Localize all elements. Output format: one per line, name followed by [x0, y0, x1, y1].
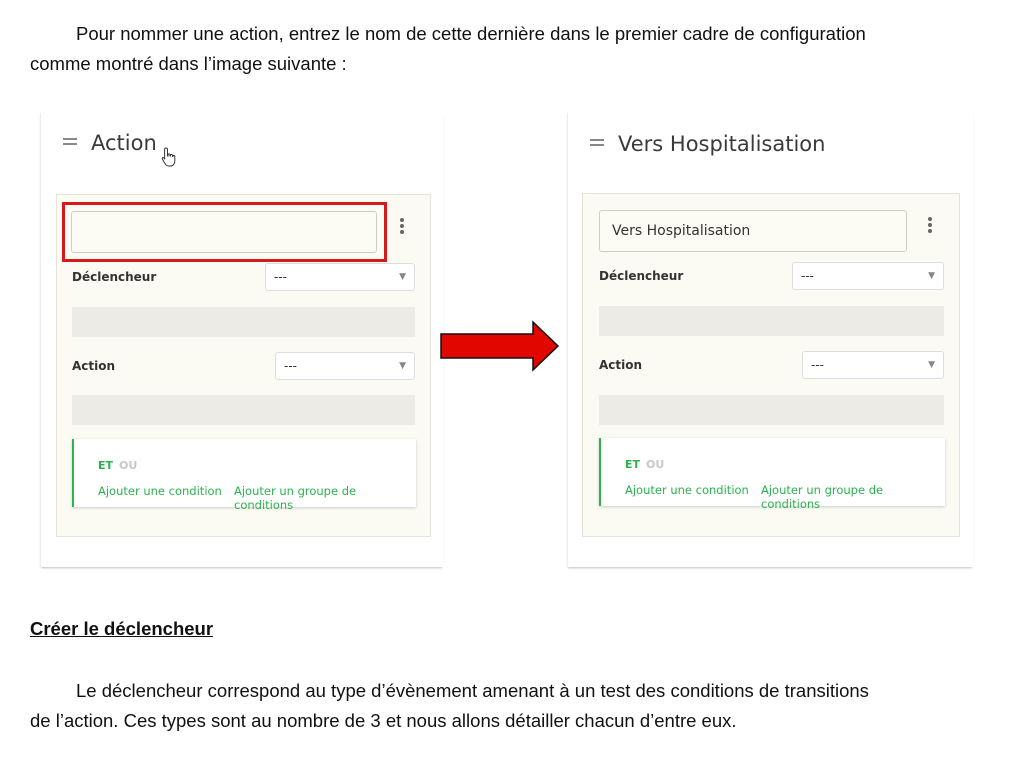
action-name-input[interactable]: Vers Hospitalisation — [599, 210, 907, 252]
trigger-options-area — [599, 306, 944, 336]
action-options-area — [599, 395, 944, 425]
add-condition-link[interactable]: Ajouter une condition — [625, 483, 749, 497]
conditions-block — [599, 438, 945, 511]
add-condition-link[interactable]: Ajouter une condition — [98, 484, 222, 498]
trigger-options-area — [72, 307, 415, 337]
action-select[interactable]: --- ▼ — [275, 352, 415, 380]
and-toggle[interactable]: ET — [98, 459, 114, 472]
hamburger-icon[interactable] — [63, 138, 77, 140]
section-heading: Créer le déclencheur — [30, 618, 214, 639]
action-select[interactable]: --- ▼ — [802, 351, 944, 379]
and-toggle[interactable]: ET — [625, 458, 641, 471]
trigger-select[interactable]: --- ▼ — [792, 262, 944, 290]
panel-before-config — [56, 194, 431, 537]
kebab-menu-icon[interactable] — [928, 217, 932, 235]
action-label: Action — [599, 358, 643, 372]
trigger-label: Déclencheur — [72, 270, 157, 284]
panel-before — [40, 113, 443, 567]
dropdown-caret-icon: ▼ — [399, 361, 406, 371]
section-paragraph — [30, 676, 990, 736]
intro-line-2: comme montré dans l’image suivante : — [30, 53, 347, 74]
hand-cursor-icon — [161, 147, 177, 167]
or-toggle[interactable]: OU — [646, 458, 665, 471]
action-options-area — [72, 395, 415, 425]
dropdown-caret-icon: ▼ — [399, 272, 406, 282]
intro-line-1: Pour nommer une action, entrez le nom de cette dernière dans le premier cadre de configuration — [76, 23, 866, 44]
panel-before-title: Action — [63, 131, 157, 155]
trigger-label: Déclencheur — [599, 269, 684, 283]
dropdown-caret-icon: ▼ — [928, 360, 935, 370]
trigger-select[interactable]: --- ▼ — [265, 263, 415, 291]
highlight-box — [62, 202, 387, 262]
action-label: Action — [72, 359, 116, 373]
panel-after-title: Vers Hospitalisation — [590, 132, 825, 156]
conditions-block — [72, 439, 416, 512]
panel-after-config — [582, 193, 960, 537]
right-arrow-icon — [440, 320, 560, 372]
or-toggle[interactable]: OU — [119, 459, 138, 472]
dropdown-caret-icon: ▼ — [928, 271, 935, 281]
add-condition-group-link[interactable]: Ajouter un groupe de conditions — [234, 484, 357, 512]
hamburger-icon[interactable] — [590, 139, 604, 141]
add-condition-group-link[interactable]: Ajouter un groupe de conditions — [761, 483, 884, 511]
section-line-2: de l’action. Ces types sont au nombre de 3 et nous allons détailler chacun d’entre eux. — [30, 710, 737, 731]
kebab-menu-icon[interactable] — [400, 218, 404, 236]
section-line-1: Le déclencheur correspond au type d’évènement amenant à un test des conditions de transitions — [76, 680, 869, 701]
panel-after — [567, 113, 973, 567]
intro-paragraph — [30, 19, 990, 79]
